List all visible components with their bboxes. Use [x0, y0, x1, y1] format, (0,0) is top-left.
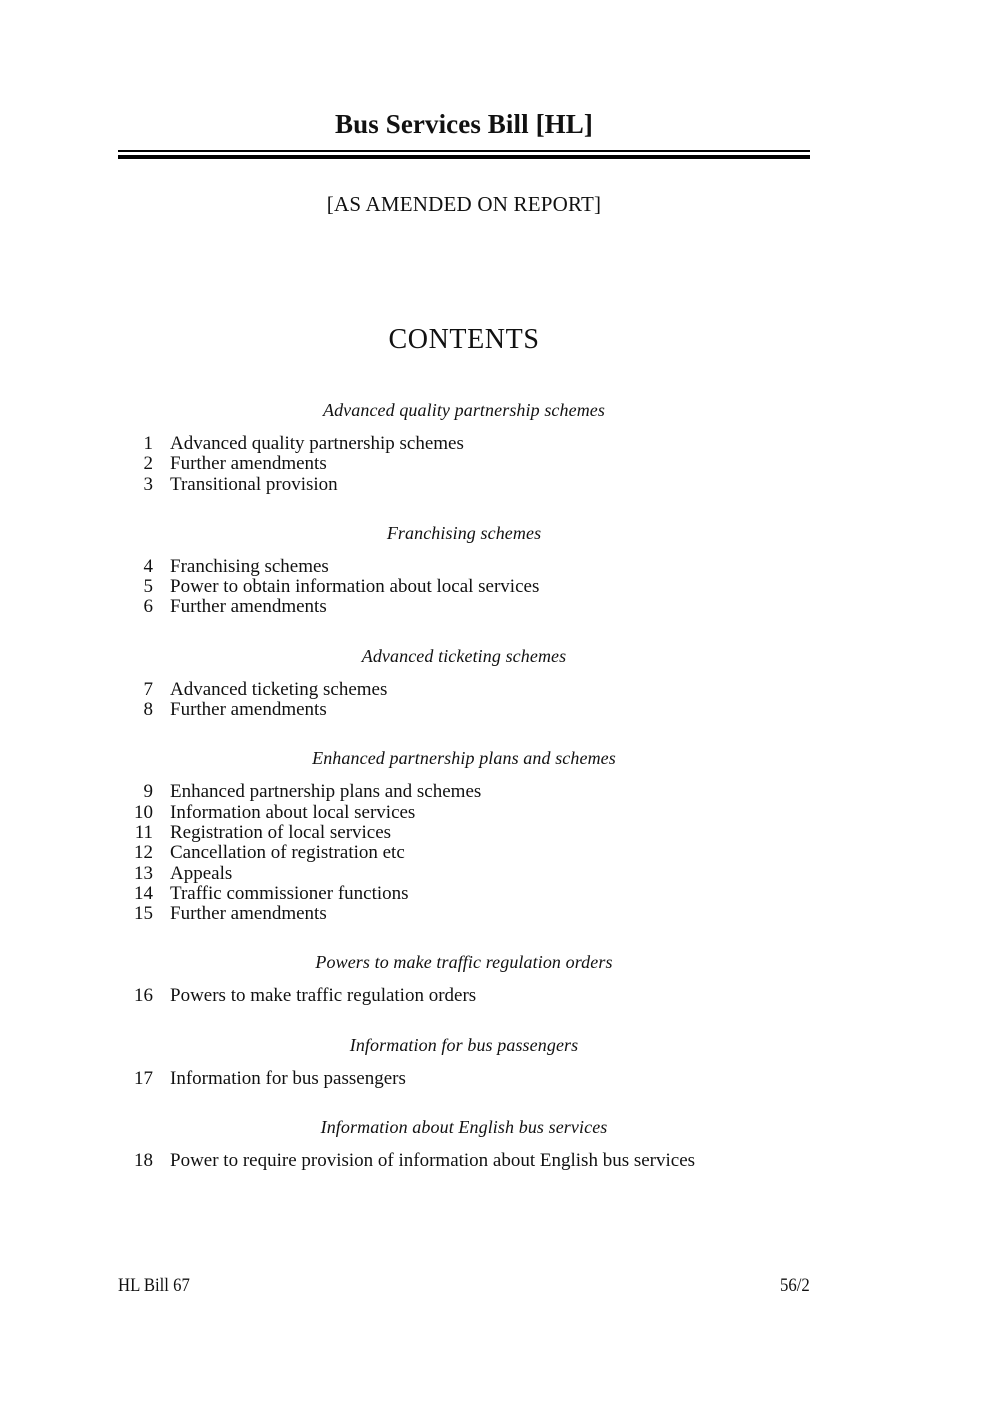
title-divider-thick-line	[118, 155, 810, 159]
amendment-status-note: [AS AMENDED ON REPORT]	[326, 192, 602, 216]
toc-list	[118, 1069, 810, 1089]
toc-entry[interactable]	[118, 782, 810, 802]
toc-list	[118, 1151, 810, 1171]
toc-entry[interactable]	[118, 597, 810, 617]
toc-entry-label: Franchising schemes	[170, 555, 329, 577]
toc-entry[interactable]	[118, 434, 810, 454]
toc-entry-label: Further amendments	[170, 903, 327, 925]
toc-list	[118, 434, 810, 495]
toc-entry-label: Further amendments	[170, 596, 327, 618]
toc-entry-number: 2	[143, 453, 153, 475]
toc-group	[118, 523, 810, 618]
toc-entry-number: 16	[134, 985, 153, 1007]
toc-group	[118, 748, 810, 924]
toc-list	[118, 782, 810, 924]
toc-entry-number: 10	[134, 801, 153, 823]
footer-print-reference: 56/2	[780, 1275, 810, 1296]
toc-entry[interactable]	[118, 803, 810, 823]
toc-group-heading: Advanced quality partnership schemes	[322, 400, 606, 420]
toc-entry-label: Transitional provision	[170, 473, 338, 495]
toc-entry-number: 5	[143, 576, 153, 598]
toc-group	[118, 400, 810, 495]
toc-entry-label: Power to require provision of information about English bus services	[170, 1150, 696, 1172]
toc-entry-number: 11	[134, 821, 153, 843]
toc-group	[118, 952, 810, 1006]
table-of-contents	[118, 400, 810, 1171]
toc-group	[118, 646, 810, 721]
toc-entry-number: 8	[143, 699, 153, 721]
toc-entry-number: 6	[143, 596, 153, 618]
toc-entry[interactable]	[118, 1069, 810, 1089]
toc-entry-number: 12	[134, 842, 153, 864]
toc-list	[118, 557, 810, 618]
toc-group-heading: Enhanced partnership plans and schemes	[312, 748, 616, 769]
toc-entry[interactable]	[118, 864, 810, 884]
toc-entry-label: Further amendments	[170, 699, 327, 721]
toc-entry-number: 3	[143, 473, 153, 495]
page-title: Bus Services Bill [HL]	[335, 109, 593, 139]
toc-entry-number: 9	[143, 781, 153, 803]
toc-entry-number: 13	[134, 862, 153, 884]
toc-group-heading: Information for bus passengers	[349, 1034, 579, 1055]
toc-entry-number: 15	[134, 903, 153, 925]
toc-list	[118, 986, 810, 1006]
toc-entry-label: Appeals	[170, 862, 233, 884]
toc-entry[interactable]	[118, 577, 810, 597]
toc-entry[interactable]	[118, 557, 810, 577]
toc-entry-number: 1	[143, 433, 153, 454]
toc-group	[118, 1035, 810, 1089]
toc-entry[interactable]	[118, 986, 810, 1006]
toc-entry-label: Enhanced partnership plans and schemes	[170, 781, 482, 803]
toc-entry-label: Information for bus passengers	[170, 1067, 406, 1089]
toc-entry-number: 7	[143, 678, 153, 700]
toc-entry-label: Advanced ticketing schemes	[170, 678, 388, 700]
toc-entry-number: 4	[143, 555, 153, 577]
toc-entry-number: 17	[134, 1067, 153, 1089]
toc-entry-label: Further amendments	[170, 453, 327, 475]
toc-group-heading: Powers to make traffic regulation orders	[315, 952, 613, 973]
toc-group	[118, 1117, 810, 1171]
toc-entry-label: Traffic commissioner functions	[170, 882, 409, 904]
toc-entry[interactable]	[118, 904, 810, 924]
toc-entry-label: Information about local services	[170, 801, 416, 823]
toc-group-heading: Advanced ticketing schemes	[361, 645, 567, 666]
toc-entry-number: 18	[134, 1150, 153, 1172]
toc-group-heading: Information about English bus services	[320, 1117, 608, 1138]
toc-list	[118, 680, 810, 721]
toc-entry[interactable]	[118, 1151, 810, 1171]
toc-entry-label: Advanced quality partnership schemes	[170, 433, 464, 454]
toc-entry[interactable]	[118, 475, 810, 495]
toc-entry[interactable]	[118, 843, 810, 863]
title-divider-thin-line	[118, 150, 810, 152]
toc-entry-label: Cancellation of registration etc	[170, 842, 405, 864]
title-divider-rule	[118, 150, 810, 158]
toc-entry-label: Power to obtain information about local services	[170, 576, 540, 598]
toc-entry[interactable]	[118, 823, 810, 843]
toc-entry-label: Registration of local services	[170, 821, 392, 843]
toc-group-heading: Franchising schemes	[386, 522, 542, 543]
toc-entry[interactable]	[118, 700, 810, 720]
toc-entry[interactable]	[118, 884, 810, 904]
toc-entry[interactable]	[118, 680, 810, 700]
toc-entry-label: Powers to make traffic regulation orders	[170, 985, 477, 1007]
footer-bill-reference: HL Bill 67	[118, 1275, 190, 1296]
toc-entry-number: 14	[134, 882, 153, 904]
toc-entry[interactable]	[118, 454, 810, 474]
contents-heading: CONTENTS	[388, 324, 540, 355]
